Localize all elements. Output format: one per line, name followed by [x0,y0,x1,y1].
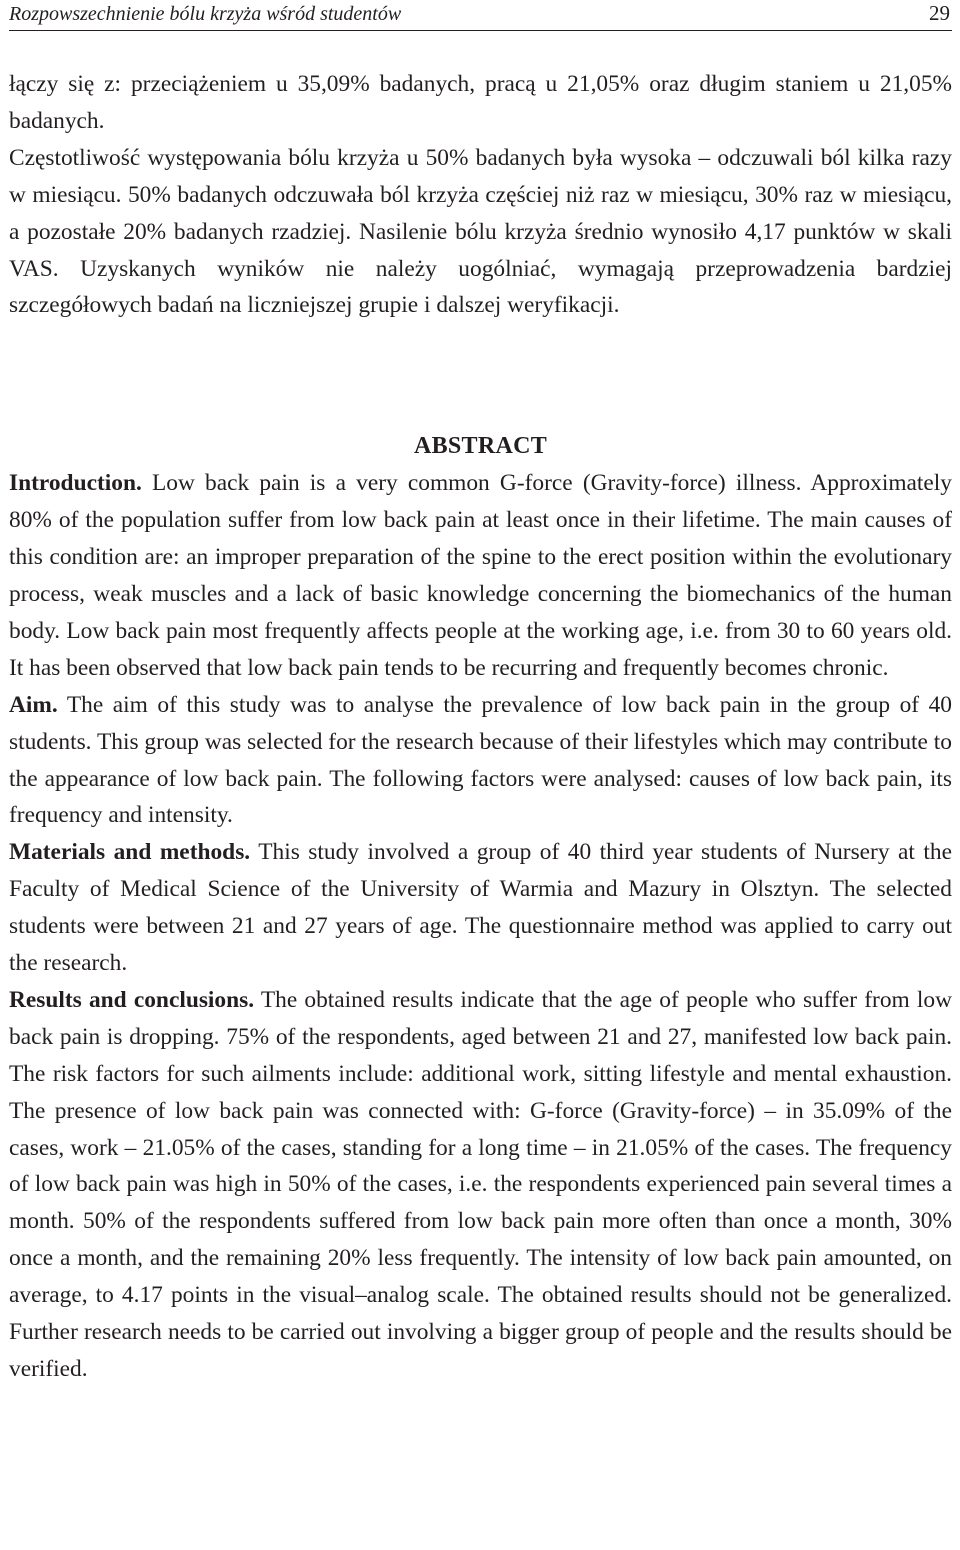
running-title: Rozpowszechnienie bólu krzyża wśród studentów [9,3,402,25]
polish-summary-end [9,66,952,324]
aim-text: The aim of this study was to analyse the prevalence of low back pain in the group of 40 students. This group was selected for the research because of their lifestyles which may contribute to the appearance of low back pain. The following factors were analysed: causes of low back pain, its frequency and intensity. [9,691,952,829]
abstract-introduction [9,465,952,686]
results-conclusions-label: Results and conclusions. [9,986,255,1013]
polish-summary-paragraph-2: Częstotliwość występowania bólu krzyża u 50% badanych była wysoka – odczuwali ból kilka razy w miesiącu. 50% badanych odczuwała ból krzyża częściej niż raz w miesiącu, 30% raz w miesiącu, a pozostałe 20% badanych rzadziej. Nasilenie bólu krzyża średnio wynosiło 4,17 punktów w skali VAS. Uzyskanych wyników nie należy uogólniać, wymagają przeprowadzenia bardziej szczegółowych badań na liczniejszej grupie i dalszej weryfikacji. [9,144,952,319]
materials-methods-text: This study involved a group of 40 third year students of Nursery at the Faculty of Medical Science of the University of Warmia and Mazury in Olsztyn. The selected students were between 21 and 27 years of age. The questionnaire method was applied to carry out the research. [9,839,952,977]
materials-methods-label: Materials and methods. [9,839,251,866]
page-number: 29 [929,1,950,25]
introduction-text: Low back pain is a very common G-force (Gravity-force) illness. Approximately 80% of the population suffer from low back pain at least once in their lifetime. The main causes of this condition are: an improper preparation of the spine to the erect position within the evolutionary process, weak muscles and a lack of basic knowledge concerning the biomechanics of the human body. Low back pain most frequently affects people at the working age, i.e. from 30 to 60 years old. It has been observed that low back pain tends to be recurring and frequently becomes chronic. [9,470,952,681]
introduction-label: Introduction. [9,470,142,497]
results-conclusions-text: The obtained results indicate that the age of people who suffer from low back pain is dropping. 75% of the respondents, aged between 21 and 27, manifested low back pain. The risk factors for such ailments include: additional work, sitting lifestyle and mental exhaustion. The presence of low back pain was connected with: G-force (Gravity-force) – in 35.09% of the cases, work – 21.05% of the cases, standing for a long time – in 21.05% of the cases. The frequency of low back pain was high in 50% of the cases, i.e. the respondents experienced pain several times a month. 50% of the respondents suffered from low back pain more often than once a month, 30% once a month, and the remaining 20% less frequently. The intensity of low back pain amounted, on average, to 4.17 points in the visual–analog scale. The obtained results should not be generalized. Further research needs to be carried out involving a bigger group of people and the results should be verified. [9,986,952,1382]
abstract-heading: ABSTRACT [413,433,548,460]
running-header [9,0,952,31]
abstract-results-conclusions [9,982,952,1388]
aim-label: Aim. [9,691,58,718]
abstract-aim [9,687,952,835]
abstract-body [9,465,952,1388]
abstract-materials-methods [9,834,952,982]
polish-summary-paragraph-1: łączy się z: przeciążeniem u 35,09% badanych, pracą u 21,05% oraz długim staniem u 21,05% badanych. [9,71,952,134]
